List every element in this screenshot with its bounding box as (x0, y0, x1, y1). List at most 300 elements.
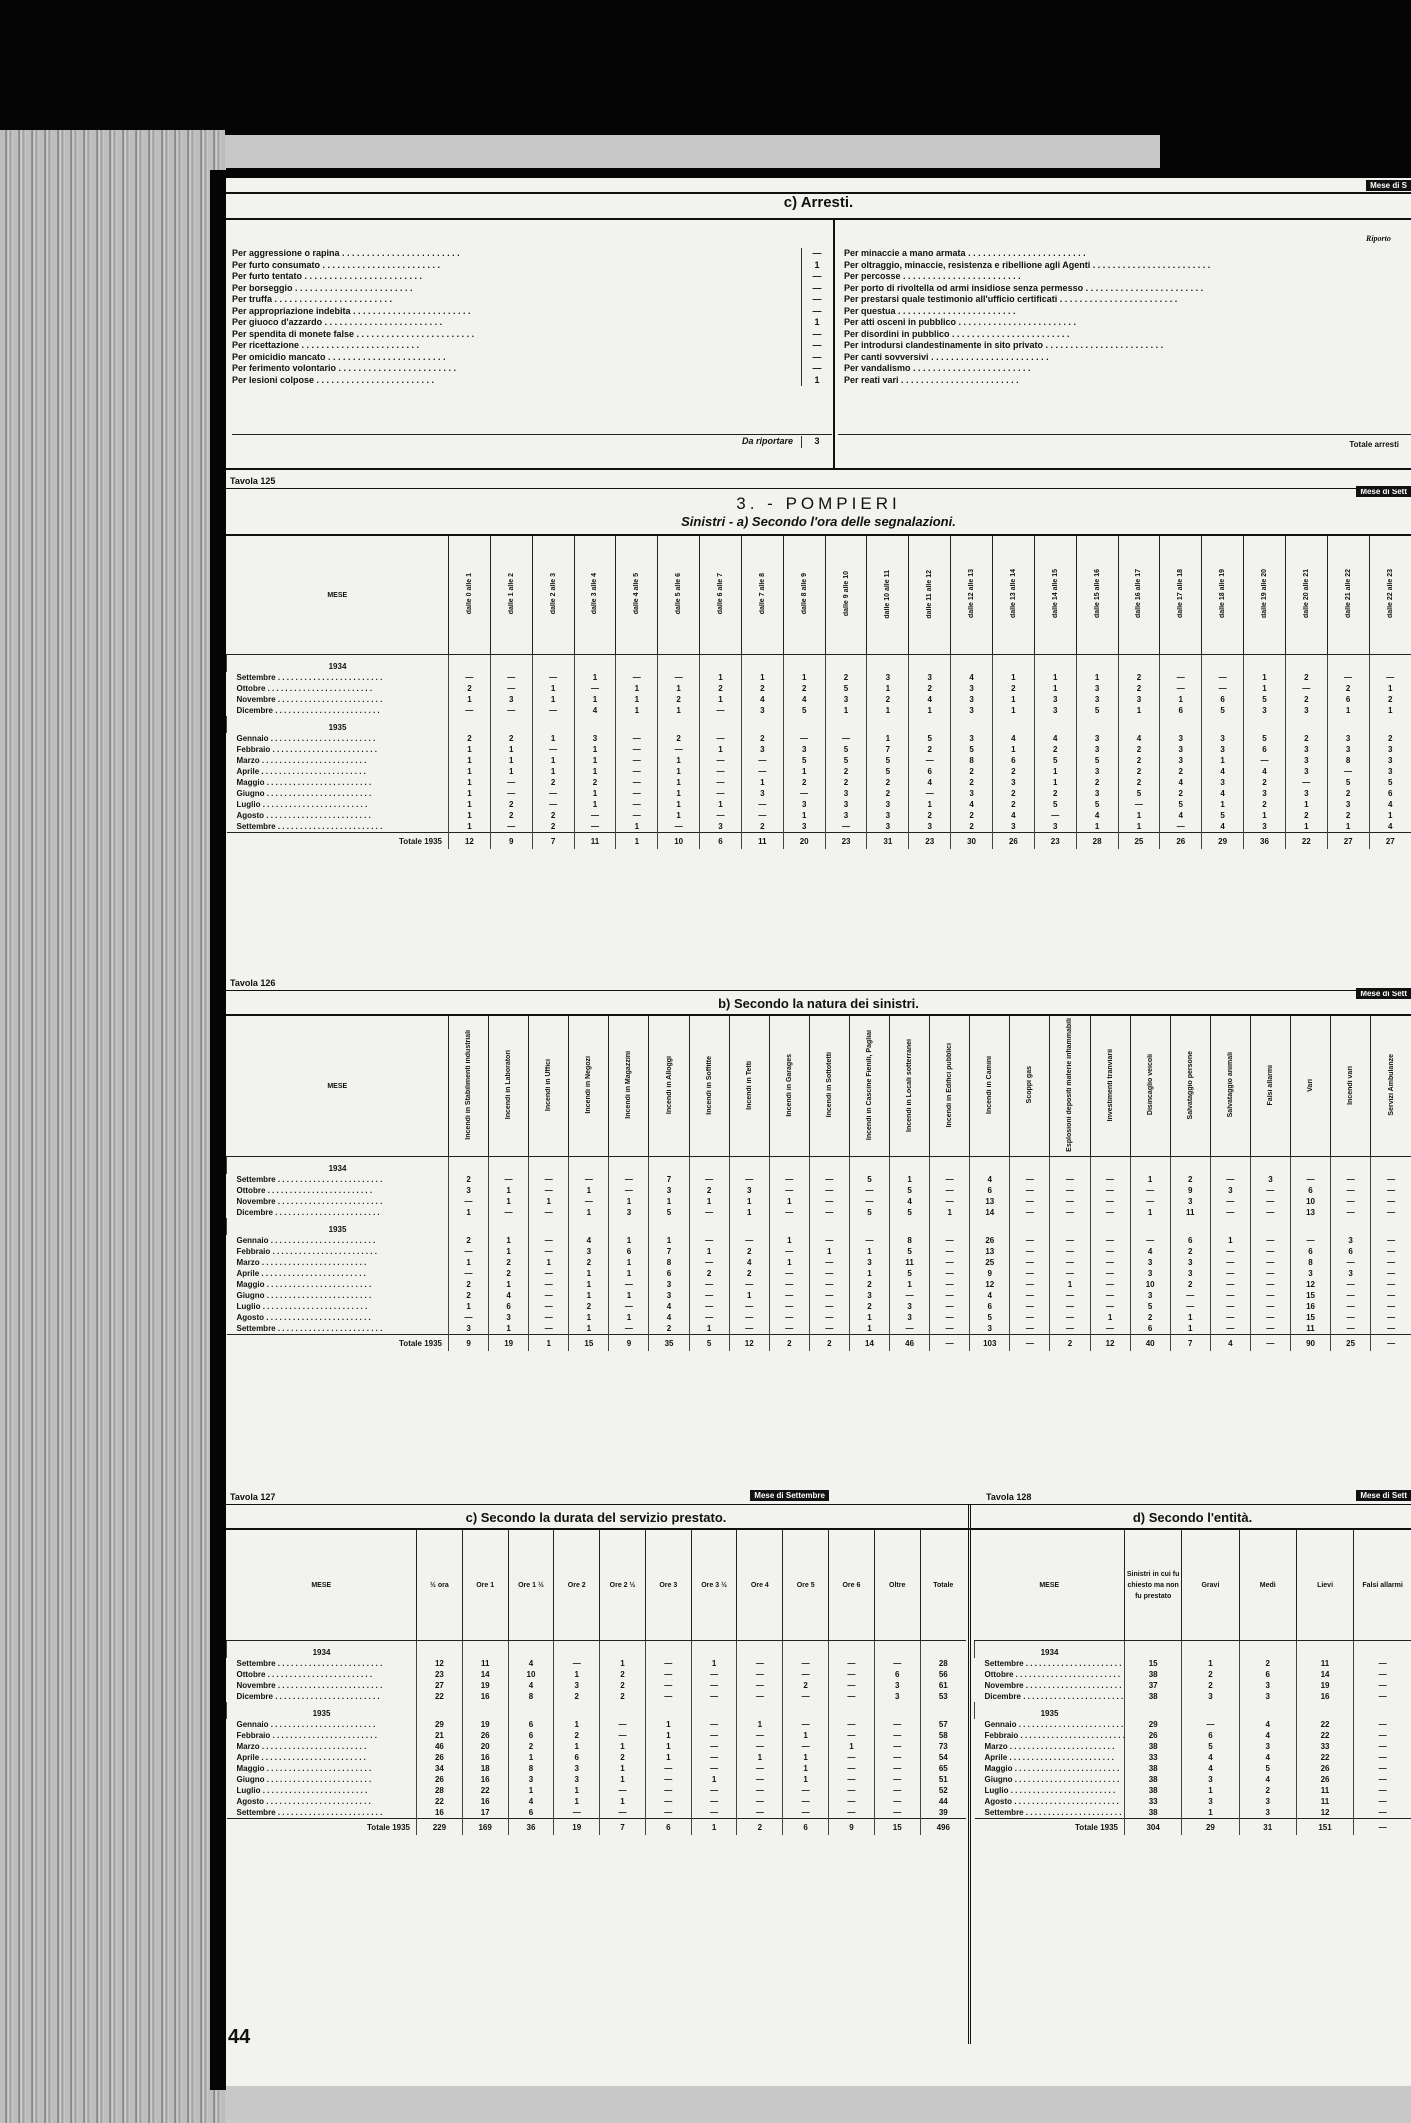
total-cell: 31 (867, 833, 909, 850)
table-cell: — (930, 1279, 970, 1290)
column-header-label: Incendi in Garages (785, 1053, 793, 1117)
column-header (1170, 1016, 1210, 1157)
table-cell: — (1010, 1279, 1050, 1290)
column-header-label: Incendi in Magazzini (625, 1051, 633, 1119)
table-cell: 2 (1118, 777, 1160, 788)
month-label: Giugno . . . (227, 1774, 417, 1785)
table-cell: — (489, 1207, 529, 1218)
table-cell: 1 (689, 1246, 729, 1257)
table-cell: — (909, 755, 951, 766)
table-cell: 2 (449, 1174, 489, 1185)
month-label: Dicembre . . . (975, 1691, 1125, 1702)
table-cell: 3 (909, 821, 951, 833)
table-cell: 1 (992, 744, 1034, 755)
table-cell: — (829, 1763, 875, 1774)
table-cell: 1 (1118, 705, 1160, 716)
table-cell: 1 (689, 1196, 729, 1207)
table-cell: 6 (1160, 705, 1202, 716)
table-cell: — (930, 1196, 970, 1207)
column-header-label: Ore 6 (842, 1581, 861, 1589)
table-cell: 4 (1182, 1763, 1239, 1774)
table-cell: — (645, 1763, 691, 1774)
table-cell: — (616, 799, 658, 810)
column-header (1034, 536, 1076, 655)
table-cell: — (1050, 1207, 1090, 1218)
column-header-label: Incendi in Laboratori (505, 1050, 513, 1120)
column-header (1090, 1016, 1130, 1157)
column-header (691, 1530, 737, 1641)
table-cell: 1 (449, 799, 491, 810)
year-label: 1934 (975, 1641, 1125, 1659)
table-cell: 1 (532, 755, 574, 766)
column-header (970, 1016, 1010, 1157)
column-header (849, 1016, 889, 1157)
table-cell: 11 (462, 1658, 508, 1669)
total-label: Totale 1935 (227, 1819, 417, 1836)
table-cell: — (829, 1730, 875, 1741)
table-cell: — (609, 1301, 649, 1312)
table-cell: 2 (554, 1691, 600, 1702)
month-label: Novembre . . . (227, 694, 449, 705)
table-cell: 5 (1034, 799, 1076, 810)
table-cell: — (783, 1669, 829, 1680)
table-cell: — (829, 1796, 875, 1807)
table-cell: — (691, 1752, 737, 1763)
table-cell: 3 (1130, 1257, 1170, 1268)
table-natura-sinistri (226, 1016, 1411, 1351)
column-header-label: Incendi in Locali sotterranei (906, 1038, 914, 1132)
table-cell: 1 (1160, 694, 1202, 705)
table-cell: — (449, 1196, 489, 1207)
table-cell: 1 (691, 1658, 737, 1669)
table-cell: — (574, 683, 616, 694)
month-label: Settembre . . . (975, 1807, 1125, 1819)
table-cell: 14 (462, 1669, 508, 1680)
table-cell: 4 (1239, 1752, 1296, 1763)
table-cell: 3 (849, 1257, 889, 1268)
year-row (227, 1157, 1411, 1175)
table-cell: — (529, 1207, 569, 1218)
table-cell: 3 (1285, 744, 1327, 755)
table-cell: — (645, 1680, 691, 1691)
arresto-value: 1 (801, 317, 832, 329)
table-cell: 2 (489, 1268, 529, 1279)
table-cell: — (890, 1290, 930, 1301)
table-cell: — (1354, 1785, 1411, 1796)
year-row (227, 1702, 967, 1719)
total-cell: 36 (1244, 833, 1286, 850)
table-cell: — (769, 1312, 809, 1323)
total-cell: 1 (616, 833, 658, 850)
table-cell: 2 (1118, 766, 1160, 777)
table-cell: 2 (600, 1691, 646, 1702)
table-cell: 2 (867, 788, 909, 799)
table-cell: 38 (1125, 1763, 1182, 1774)
table-cell: 26 (970, 1235, 1010, 1246)
column-header-label: dalle 20 alle 21 (1302, 569, 1310, 619)
column-header (569, 1016, 609, 1157)
month-label: Luglio . . . (227, 799, 449, 810)
total-cell: 35 (649, 1335, 689, 1352)
table-cell: 1 (529, 1257, 569, 1268)
month-label: Marzo . . . (975, 1741, 1125, 1752)
table-cell: — (1090, 1246, 1130, 1257)
table-row (227, 1796, 967, 1807)
table-cell: — (1010, 1235, 1050, 1246)
table-row (227, 766, 1411, 777)
table-cell: 2 (992, 766, 1034, 777)
table-cell: 1 (1182, 1658, 1239, 1669)
table-cell: 6 (874, 1669, 920, 1680)
table-cell: 16 (462, 1774, 508, 1785)
table-cell: 3 (1170, 1196, 1210, 1207)
column-header (1285, 536, 1327, 655)
table-cell: — (691, 1680, 737, 1691)
table-cell: 2 (658, 694, 700, 705)
table-cell: — (1210, 1301, 1250, 1312)
table-cell: — (1010, 1290, 1050, 1301)
table-cell: 38 (1125, 1807, 1182, 1819)
table-row (227, 1658, 967, 1669)
column-header (909, 536, 951, 655)
total-cell: 19 (554, 1819, 600, 1836)
column-header-label: Investimenti tranviarii (1106, 1048, 1114, 1122)
table-cell: 2 (600, 1669, 646, 1680)
table-cell: 1 (700, 694, 742, 705)
table-cell: — (529, 1279, 569, 1290)
table-cell: — (1090, 1323, 1130, 1335)
paper (226, 178, 1411, 2086)
table-cell: 56 (920, 1669, 966, 1680)
table-cell: — (849, 1196, 889, 1207)
table-cell: 1 (609, 1257, 649, 1268)
total-cell: 15 (874, 1819, 920, 1836)
table-cell: — (1331, 1207, 1371, 1218)
table-row (227, 1774, 967, 1785)
table-cell: — (700, 733, 742, 744)
table-cell: — (809, 1196, 849, 1207)
total-cell: 23 (1034, 833, 1076, 850)
mese-tab: Mese di Sett (1356, 1490, 1411, 1501)
table-cell: 9 (1170, 1185, 1210, 1196)
table-cell: — (1010, 1207, 1050, 1218)
table-cell: 3 (825, 810, 867, 821)
table-cell: — (1050, 1196, 1090, 1207)
table-cell: 1 (609, 1290, 649, 1301)
month-label: Settembre . . . (227, 1658, 417, 1669)
column-header (867, 536, 909, 655)
column-header-label: Ore 3 (659, 1581, 678, 1589)
table-cell: — (616, 755, 658, 766)
table-cell: 1 (658, 705, 700, 716)
table-cell: — (490, 788, 532, 799)
column-header (1239, 1530, 1296, 1641)
table-cell: — (616, 810, 658, 821)
table-cell: 1 (783, 1730, 829, 1741)
column-header-label: dalle 17 alle 18 (1177, 569, 1185, 619)
table-cell: — (825, 733, 867, 744)
column-header-label: Salvataggio animali (1226, 1052, 1234, 1118)
table-cell: 25 (970, 1257, 1010, 1268)
table-cell: — (741, 766, 783, 777)
table-cell: 16 (462, 1796, 508, 1807)
table-cell: 4 (489, 1290, 529, 1301)
total-label: Totale 1935 (975, 1819, 1125, 1836)
table-cell: 1 (1076, 672, 1118, 683)
arresto-row (232, 375, 832, 387)
table-cell: 2 (909, 683, 951, 694)
total-cell: 40 (1130, 1335, 1170, 1352)
table-cell: — (529, 1174, 569, 1185)
total-cell: 27 (1327, 833, 1369, 850)
table-cell: — (769, 1301, 809, 1312)
total-cell: 2 (809, 1335, 849, 1352)
year-label: 1934 (227, 1641, 417, 1659)
year-row (227, 1641, 967, 1659)
column-header-label: Incendi in Tetti (745, 1060, 753, 1110)
table-cell: — (874, 1730, 920, 1741)
table-cell: — (1250, 1246, 1290, 1257)
table-cell: 4 (992, 733, 1034, 744)
table-cell: — (769, 1207, 809, 1218)
month-label: Agosto . . . (227, 1796, 417, 1807)
column-header-label: Ore 3 ½ (701, 1581, 727, 1589)
table-cell: — (529, 1301, 569, 1312)
total-label: Totale 1935 (227, 833, 449, 850)
column-header (417, 1530, 463, 1641)
natura-section (226, 974, 1411, 1348)
table-cell: 22 (1296, 1730, 1353, 1741)
table-cell: 2 (992, 788, 1034, 799)
total-cell: 6 (700, 833, 742, 850)
table-row (227, 1785, 967, 1796)
column-header (1250, 1016, 1290, 1157)
table-cell: 14 (970, 1207, 1010, 1218)
table-cell: 1 (729, 1207, 769, 1218)
table-cell: — (532, 788, 574, 799)
arresto-label: Per ricettazione . . . (232, 340, 801, 352)
table-cell: 3 (1076, 733, 1118, 744)
table-cell: 22 (1296, 1752, 1353, 1763)
table-cell: 3 (554, 1763, 600, 1774)
table-cell: — (1210, 1174, 1250, 1185)
table-cell: 4 (1130, 1246, 1170, 1257)
total-cell: 26 (1160, 833, 1202, 850)
column-header-label: dalle 11 alle 12 (926, 569, 934, 619)
table-cell: 4 (951, 672, 993, 683)
table-cell: 26 (1296, 1774, 1353, 1785)
table-cell: 19 (462, 1719, 508, 1730)
month-label: Gennaio . . . (227, 1719, 417, 1730)
mese-tab: Mese di Settembre (750, 1490, 829, 1501)
column-header (649, 1016, 689, 1157)
table-cell: 6 (489, 1301, 529, 1312)
table-cell: 2 (1239, 1658, 1296, 1669)
total-cell: 20 (783, 833, 825, 850)
total-cell: 496 (920, 1819, 966, 1836)
table-cell: — (691, 1741, 737, 1752)
table-cell: 10 (1290, 1196, 1330, 1207)
table-cell: — (574, 821, 616, 833)
table-cell: 4 (574, 705, 616, 716)
table-cell: 1 (658, 766, 700, 777)
table-cell: — (569, 1174, 609, 1185)
table-cell: 3 (951, 733, 993, 744)
table-cell: 3 (554, 1680, 600, 1691)
table-cell: 3 (649, 1290, 689, 1301)
table-cell: — (529, 1312, 569, 1323)
da-riportare-value: 3 (801, 436, 832, 448)
table-cell: — (609, 1185, 649, 1196)
table-cell: 2 (449, 1290, 489, 1301)
table-cell: 53 (920, 1691, 966, 1702)
column-header-label: Ore 1 ½ (518, 1581, 544, 1589)
total-cell: 6 (783, 1819, 829, 1836)
table-cell: 3 (909, 672, 951, 683)
column-header-label: dalle 12 alle 13 (968, 569, 976, 619)
table-cell: 6 (1369, 788, 1411, 799)
table-cell: 16 (462, 1752, 508, 1763)
table-cell: — (737, 1796, 783, 1807)
table-cell: 2 (1170, 1279, 1210, 1290)
total-cell: 151 (1296, 1819, 1353, 1836)
table-cell: — (691, 1807, 737, 1819)
arresto-value: — (801, 283, 832, 295)
table-cell: — (700, 705, 742, 716)
table-cell: — (874, 1807, 920, 1819)
table-cell: 1 (1034, 683, 1076, 694)
table-cell: 2 (1170, 1174, 1210, 1185)
column-header (741, 536, 783, 655)
total-cell: 12 (1090, 1335, 1130, 1352)
table-row (975, 1730, 1411, 1741)
table-cell: — (1327, 672, 1369, 683)
table-cell: 38 (1125, 1774, 1182, 1785)
table-cell: 29 (1125, 1719, 1182, 1730)
arresto-row (844, 329, 1404, 341)
table-cell: 10 (1130, 1279, 1170, 1290)
arresto-row (232, 294, 832, 306)
table-cell: 1 (554, 1719, 600, 1730)
column-header-label: Medi (1259, 1581, 1276, 1589)
header-row (975, 1530, 1411, 1641)
month-label: Ottobre . . . (227, 1669, 417, 1680)
table-cell: — (569, 1196, 609, 1207)
table-cell: 5 (849, 1174, 889, 1185)
table-cell: — (1371, 1268, 1411, 1279)
table-cell: 1 (1327, 821, 1369, 833)
table-cell: — (600, 1785, 646, 1796)
table-cell: 33 (1125, 1796, 1182, 1807)
table-cell: 1 (783, 1763, 829, 1774)
table-cell: 38 (1125, 1741, 1182, 1752)
month-label: Settembre . . . (227, 1807, 417, 1819)
column-header (1076, 536, 1118, 655)
table-row (227, 1246, 1411, 1257)
table-cell: 3 (1202, 777, 1244, 788)
table-cell: — (1090, 1196, 1130, 1207)
table-cell: — (729, 1301, 769, 1312)
table-row (227, 810, 1411, 821)
table-cell: 3 (1130, 1290, 1170, 1301)
table-cell: 1 (616, 683, 658, 694)
table-cell: 1 (867, 683, 909, 694)
column-header (825, 536, 867, 655)
month-label: Settembre . . . (227, 672, 449, 683)
table-cell: 1 (532, 733, 574, 744)
table-cell: 3 (874, 1680, 920, 1691)
table-cell: — (689, 1235, 729, 1246)
table-cell: 54 (920, 1752, 966, 1763)
column-header-label: Oltre (889, 1581, 906, 1589)
table-cell: 5 (783, 755, 825, 766)
table-cell: — (490, 777, 532, 788)
column-header (890, 1016, 930, 1157)
table-cell: 1 (658, 810, 700, 821)
table-cell: 6 (1182, 1730, 1239, 1741)
table-cell: 1 (489, 1235, 529, 1246)
column-header (574, 536, 616, 655)
table-cell: 1 (783, 810, 825, 821)
table-cell: — (809, 1268, 849, 1279)
month-label: Novembre . . . (227, 1680, 417, 1691)
table-cell: 5 (909, 733, 951, 744)
table-cell: — (769, 1290, 809, 1301)
table-cell: — (658, 821, 700, 833)
table-cell: — (532, 705, 574, 716)
total-cell: 1 (529, 1335, 569, 1352)
total-cell: 11 (741, 833, 783, 850)
mese-header: MESE (227, 1016, 449, 1157)
table-cell: 4 (1118, 733, 1160, 744)
table-cell: 11 (1290, 1323, 1330, 1335)
arresto-row (844, 260, 1404, 272)
table-cell: 61 (920, 1680, 966, 1691)
table-cell: 1 (1202, 799, 1244, 810)
table-cell: 3 (1244, 821, 1286, 833)
column-header-label: Falsi allarmi (1362, 1581, 1403, 1589)
arresto-label: Per truffa . . . (232, 294, 801, 306)
table-cell: 3 (729, 1185, 769, 1196)
tavola-label: Tavola 128 (986, 1492, 1032, 1502)
column-header (951, 536, 993, 655)
table-cell: — (1327, 766, 1369, 777)
column-header-label: dalle 4 alle 5 (633, 573, 641, 615)
table-cell: 6 (1202, 694, 1244, 705)
table-row (975, 1796, 1411, 1807)
table-cell: 3 (1034, 694, 1076, 705)
table-cell: — (532, 799, 574, 810)
column-header-label: dalle 10 alle 11 (884, 569, 892, 619)
arresto-row (844, 283, 1404, 295)
table-cell: — (645, 1658, 691, 1669)
table-cell: 6 (992, 755, 1034, 766)
table-cell: 1 (658, 788, 700, 799)
total-cell: 6 (645, 1819, 691, 1836)
table-cell: — (1250, 1279, 1290, 1290)
arresto-row (232, 317, 832, 329)
table-cell: 1 (729, 1290, 769, 1301)
table-row (227, 1279, 1411, 1290)
table-cell: 2 (689, 1185, 729, 1196)
table-cell: — (532, 672, 574, 683)
column-header (1118, 536, 1160, 655)
table-cell: 16 (417, 1807, 463, 1819)
table-cell: 26 (417, 1752, 463, 1763)
table-cell: — (489, 1174, 529, 1185)
total-cell: 30 (951, 833, 993, 850)
year-label: 1935 (975, 1702, 1125, 1719)
